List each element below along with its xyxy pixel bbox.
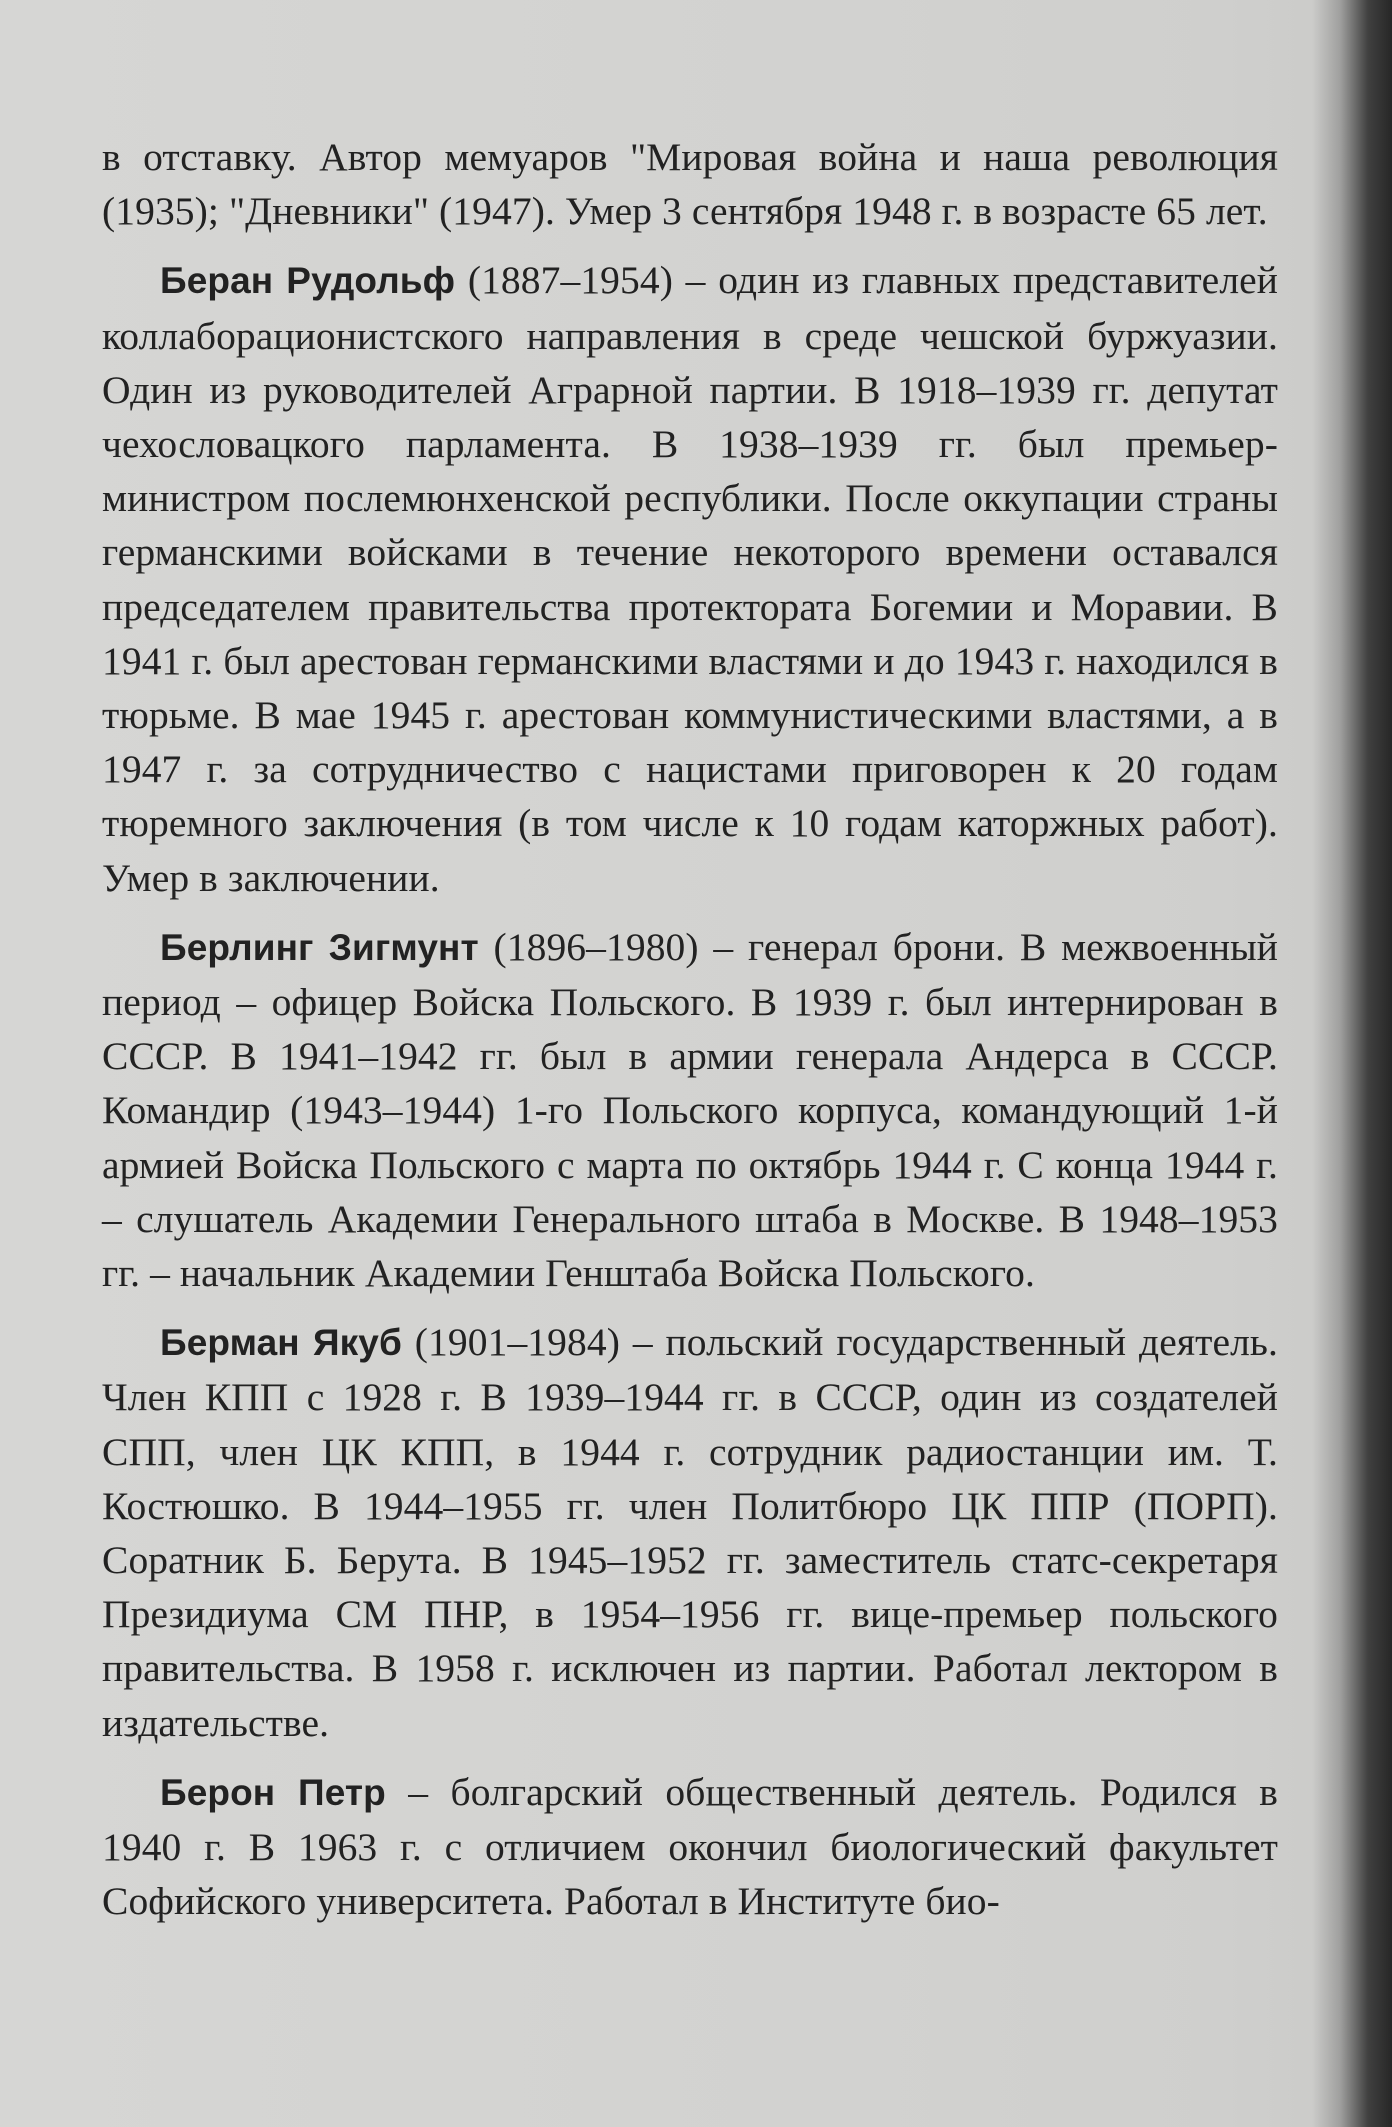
entry-berling — [102, 920, 1278, 1300]
entry-text: (1896–1980) – генерал брони. В межвоенный период – офицер Войска Польского. В 1939 г. был интернирован в СССР. В 1941–1942 гг. был в армии генерала Андерса в СССР. Командир (1943–1944) 1-го Польского корпуса, командующий 1-й армией Войска Польского с марта по октябрь 1944 г. С конца 1944 г. – слушатель Академии Генерального штаба в Москве. В 1948–1953 гг. – начальник Академии Генштаба Войска Польского. — [102, 924, 1279, 1296]
book-spine-shadow — [1312, 0, 1392, 2127]
entry-text: (1887–1954) – один из главных представителей коллаборационистского направления в среде чешской буржуазии. Один из руководителей Аграрной партии. В 1918–1939 гг. депутат чехословацкого парламента. В 1938–1939 гг. был премьер-министром послемюнхенской республики. После оккупации страны германскими войсками в течение некоторого времени оставался председателем правительства протектората Богемии и Моравии. В 1941 г. был арестован германскими властями и до 1943 г. находился в тюрьме. В мае 1945 г. арестован коммунистическими властями, а в 1947 г. за сотрудничество с нацистами приговорен к 20 годам тюремного заключения (в том числе к 10 годам каторжных работ). Умер в заключении. — [102, 258, 1278, 900]
paragraph-continuation — [102, 130, 1278, 238]
entry-text: – болгарский общественный деятель. Родился в 1940 г. В 1963 г. с отличием окончил биологический факультет Софийского университета. Работал в Институте био- — [102, 1769, 1278, 1924]
entry-name: Беран Рудольф — [160, 260, 456, 302]
entry-beron — [102, 1765, 1278, 1929]
entry-name: Берман Якуб — [160, 1322, 402, 1364]
entry-name: Берон Петр — [160, 1771, 386, 1813]
entry-berman — [102, 1315, 1278, 1750]
page-text — [102, 130, 1278, 1944]
paragraph-text: в отставку. Автор мемуаров "Мировая война и наша революция (1935); "Дневники" (1947). Умер 3 сентября 1948 г. в возрасте 65 лет. — [102, 135, 1278, 234]
entry-name: Берлинг Зигмунт — [160, 926, 479, 968]
entry-text: (1901–1984) – польский государственный деятель. Член КПП с 1928 г. В 1939–1944 гг. в СССР, один из создателей СПП, член ЦК КПП, в 1944 г. сотрудник радиостанции им. Т. Костюшко. В 1944–1955 гг. член Политбюро ЦК ППР (ПОРП). Соратник Б. Берута. В 1945–1952 гг. заместитель статс-секретаря Президиума СМ ПНР, в 1954–1956 гг. вице-премьер польского правительства. В 1958 г. исключен из партии. Работал лектором в издательстве. — [102, 1320, 1278, 1745]
entry-beran — [102, 253, 1278, 904]
